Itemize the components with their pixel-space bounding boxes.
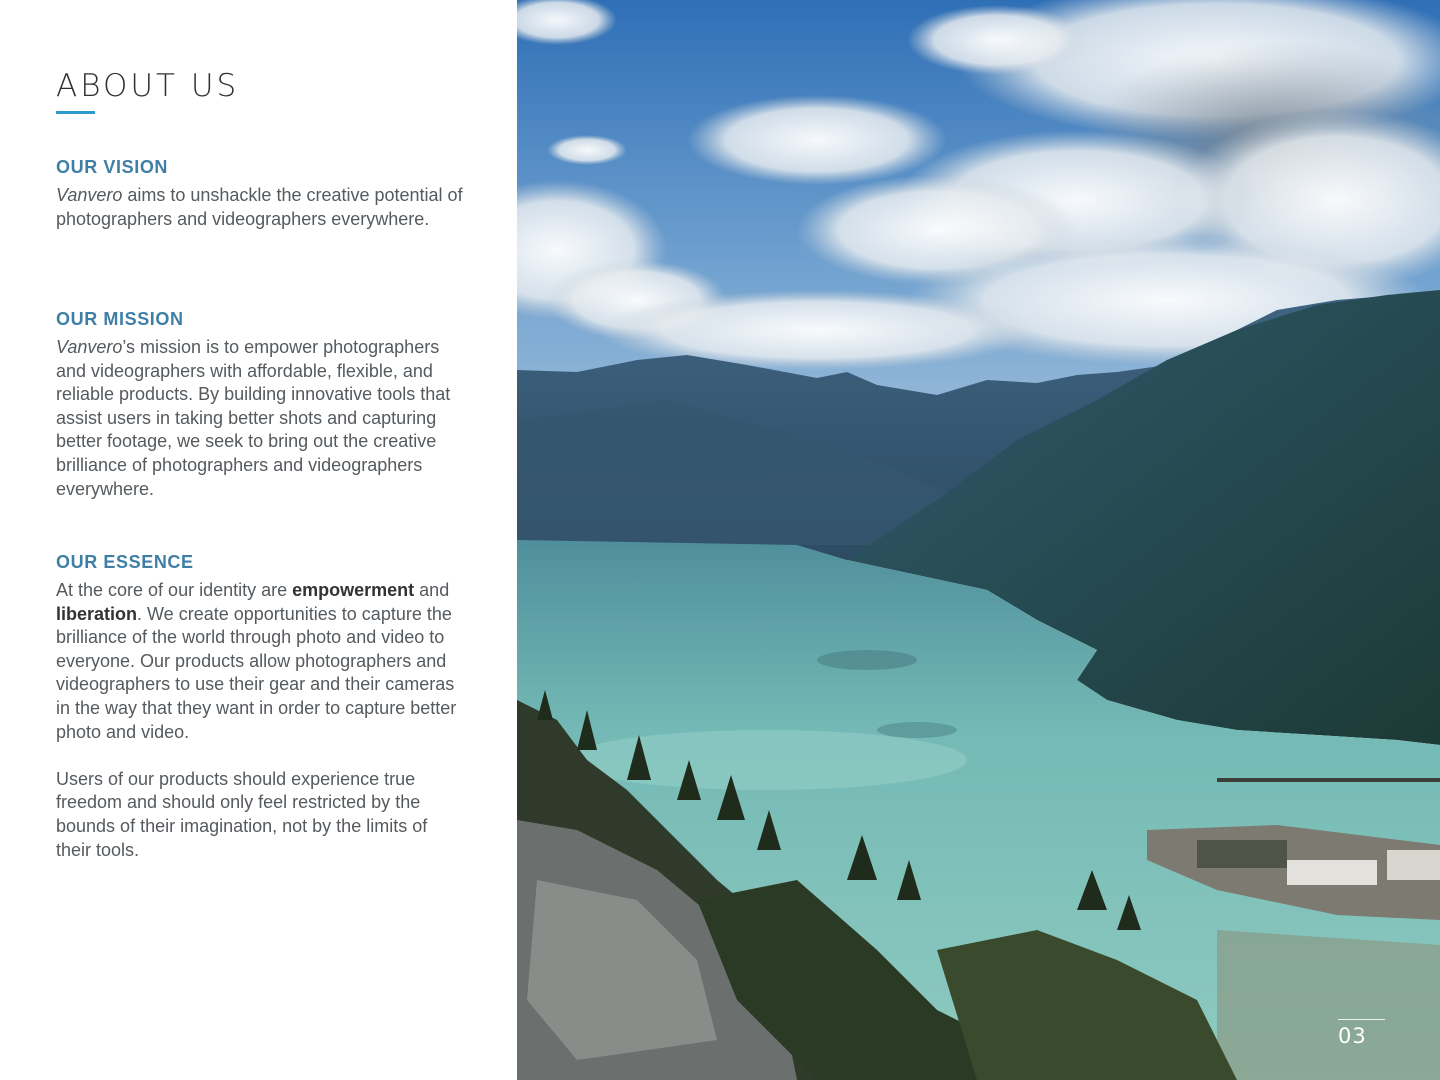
vision-section (56, 156, 466, 231)
mission-heading: OUR MISSION (56, 309, 184, 329)
landscape-illustration (517, 0, 1440, 1080)
title-underline-accent (56, 111, 95, 114)
landscape-photo (517, 0, 1440, 1080)
page-number-rule (1338, 1019, 1385, 1020)
vision-body: aims to unshackle the creative potential of photographers and videographers everywhere. (56, 185, 463, 229)
essence-empowerment: empowerment (292, 580, 415, 600)
essence-paragraph-1 (56, 579, 466, 744)
essence-section (56, 551, 466, 862)
page-number: 03 (1338, 1024, 1367, 1048)
essence-p1-part2: and (414, 580, 450, 600)
essence-heading: OUR ESSENCE (56, 552, 194, 572)
page-title: ABOUT US (56, 68, 240, 104)
essence-p1-part1: At the core of our identity are (56, 580, 293, 600)
mission-text (56, 336, 466, 501)
vision-brand: Vanvero (56, 185, 123, 205)
mission-brand: Vanvero (56, 337, 123, 357)
essence-p1-part3: . We create opportunities to capture the brilliance of the world through photo and video to everyone. Our products allow photographers and videographers to use their gear and their cameras in the way that they want in order to capture better photo and video. (56, 603, 457, 742)
vision-text (56, 184, 466, 231)
vision-heading: OUR VISION (56, 157, 169, 177)
essence-paragraph-2: Users of our products should experience true freedom and should only feel restricted by the bounds of their imagination, not by the limits of their tools. (56, 768, 428, 860)
text-column (0, 0, 517, 1080)
mission-section (56, 308, 466, 501)
mission-body: ’s mission is to empower photographers and videographers with affordable, flexible, and reliable products. By building innovative tools that assist users in taking better shots and capturing better footage, we seek to bring out the creative brilliance of photographers and videographers everywhere. (56, 337, 451, 499)
essence-liberation: liberation (56, 603, 138, 624)
